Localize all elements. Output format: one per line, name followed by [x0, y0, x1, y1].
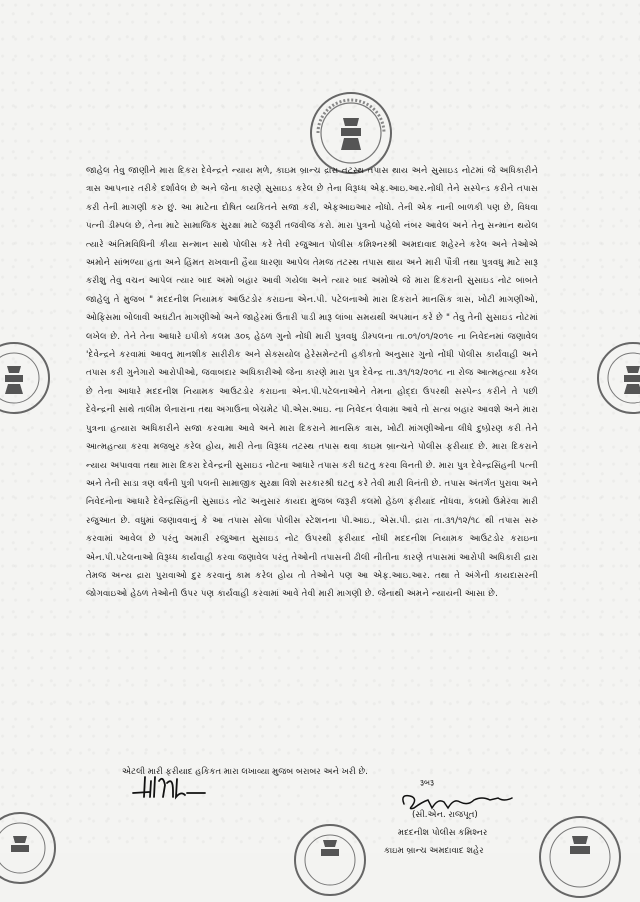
receiver-label: રૂબરૂ	[420, 778, 435, 787]
seal-stamp-icon	[290, 820, 370, 900]
seal-stamp-icon	[0, 338, 54, 418]
seal-stamp-icon	[0, 808, 60, 888]
officer-title: મદદનીશ પોલીસ કમિશ્નર	[398, 828, 488, 838]
letter-body	[86, 162, 538, 604]
officer-office: કાઇમ બ્રાન્ચ અમદાવાદ શહેર	[384, 846, 484, 856]
closing-statement: એટલી મારી ફરીયાદ હકિકત મારા લખાવ્યા મુજબ બરાબર અને ખરી છે.	[122, 767, 368, 777]
seal-stamp-icon	[593, 338, 640, 418]
seal-stamp-icon	[535, 812, 625, 902]
officer-name: (સી.એન. રાજપૂત)	[412, 810, 478, 820]
letter-paragraph: જાહેલ તેવુ જાણીને મારા દિકરા દેવેન્દ્રને ન્યાય મળે, કાઇમ બ્રાન્ચ દ્રારા તટસ્થ તપાસ થાય અને સુસાઇડ નોટમાં જે અધિકારીને ત્રાસ આપનાર તરીકે દર્શાવેલ છે અને જેના કારણે સુસાઇડ કરેલ છે તેના વિરૂધ્ધ એફ.આઇ.આર.નોંધી તેને સસ્પેન્ડ કરીને તપાસ કરી તેની માગણી કરુ છું. આ માટેના દોષિત વ્યકિતને સજા કરી, એફઆઇઆર નોંધો. તેની એક નાની બાળકી પણ છે, વિધવા પત્ની ડીમ્પલ છે, તેના માટે સામાજિક સુરક્ષા માટે જરૂરી તજવીજ કરો. મારા પુત્રનો પહેલો નંબર આવેલ અને તેનુ સન્માન થયેલ ત્યારે અંતિમવિધિની કીયા સન્માન સાથે પોલીસ કરે તેવી રજુઆત પોલીસ કમિશ્નરશ્રી અમદાવાદ શહેરને કરેલ અને તેઓએ અમોને સાંભળ્યા હતા અને હિંમત રાખવાની હૈયા ધારણા આપેલ તેમજ તટસ્થ તપાસ થાય અને મારી પૌત્રી તથા પુત્રવધુ માટે સારૂ કરીશુ તેવુ વચન આપેલ ત્યાર બાદ અમો બહાર આવી ગયેલા અને ત્યાર બાદ અમોએ જે મારા દિકરાની સુસાઇડ નોટ બાબતે જાહેલુ તે મુજબ " મદદનીશ નિયામક આઉટડોર કરાઇના એન.પી. પટેલનાઓ મારા દિકરાને માનસિક ત્રાસ, ખોટી માગણીઓ, ઓફિસમા બોલાવી અઘટીત માગણીઓ અને જાહેરમાં ઉતારી પાડી મારૂ લાંબા સમયથી અપમાન કરે છે " તેવુ તેની સુસાઇડ નોટમાં લખેલ છે. તેને તેના આધારે ઇપીકો કલમ ૩૦૬ હેઠળ ગુનો નોંધી મારી પુત્રવધુ ડીમ્પલના તા.૦૧/૦૧/૨૦૧૯ ના નિવેદનમાં જણાવેલ 'દેવેન્દ્રને કરવામાં આવતુ માનશીક સારીરીક અને સેક્સયોલ હેરેસમેન્ટની હકીકતો અનુસાર ગુનો નોંધી પોલીસ કાર્યવાહી અને તપાસ કરી ગુનેગારો આરોપીઓ, જવાબદાર અધિકારીઓ જેના કારણે મારા પુત્ર દેવેન્દ્ર તા.૩૧/૧૨/૨૦૧૮ ના રોજ આત્મહત્યા કરેલ છે તેના આધારે મદદનીશ નિયામક આઉટડોર કરાઇના એન.પી.પટેલનાઓને તેમના હોદ્દા ઉપરથી સસ્પેન્ડ કરીને તે પછી દેવેન્દ્રની સાથે તાલીમ લેનારાના તથા અગાઉના બેચમેટ પી.એસ.આઇ. ના નિવેદન લેવામા આવે તો સત્ય બહાર આવશે અને મારા પુત્રના હત્યારા અધિકારીને સજા કરવામા આવે અને મારા દિકરાને માનસિક ત્રાસ, ખોટી માંગણીઓના લીધે દુષ્પ્રેરણ કરી તેને આત્મહત્યા કરવા મજબુર કરેલ હોય, મારી તેના વિરૂધ્ધ તટસ્થ તપાસ થવા કાઇમ બ્રાન્ચને પોલીસ ફરીયાદ છે. મારા દિકરાને ન્યાય અપાવવા તથા મારા દિકરા દેવેન્દ્રની સુસાઇડ નોટના આધારે તપાસ કરી ઘટતુ કરવા વિનતી છે. મારા પુત્ર દેવેન્દ્રસિંહની પત્ની અને તેની સાડા ત્રણ વર્ષની પુત્રી પલની સામાજીક સુરક્ષા વિશે સરકારશ્રી ઘટતુ કરે તેવી મારી વિનંતી છે. તપાસ અંતર્ગત પુરાવા અને નિવેદનોના આધારે દેવેન્દ્રસિંહની સુસાઇડ નોટ અનુસાર કાયદા મુજબ જરૂરી કલમો હેઠળ ફરીયાદ નોંધવા, કલમો ઉમેરવા મારી રજુઆત છે. વધુમાં જણાવવાનું કે આ તપાસ સોલા પોલીસ સ્ટેશનના પી.આઇ., એસ.પી. દ્રારા તા.૩૧/૧૨/૧૮ થી તપાસ સરુ કરવામાં આવેલ છે પરંતુ અમારી રજુઆત સુસાઇડ નોટ ઉપરથી ફરીયાદ નોંધી મદદનીશ નિયામક આઉટડોર કરાઇના એન.પી.પટેલનાઓ વિરૂધ્ધ કાર્યવાહી કરવા જણાવેલ પરંતુ તેઓની તપાસની ઢીલી નીતીના કારણે તપાસમાં આરોપી અધિકારી દ્રારા તેમજ અન્ય દ્રારા પુરાવાઓ દુર કરવાનું કામ કરેલ હોય તો તેઓને પણ આ એફ.આઇ.આર. તથા તે અંગેની કાયદાસરની જોગવાઇઓ હેઠળ તેઓની ઉપર પણ કાર્યવાહી કરવામાં આવે તેવી મારી માગણી છે. જેનાથી અમને ન્યાયની આસા છે.	[86, 166, 538, 600]
complainant-signature-icon	[129, 771, 209, 805]
